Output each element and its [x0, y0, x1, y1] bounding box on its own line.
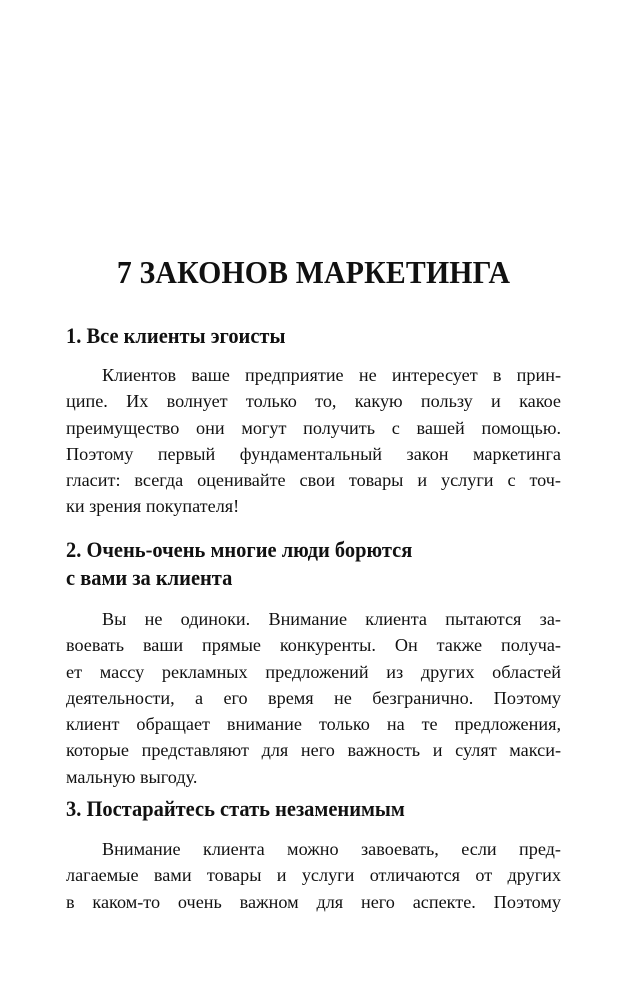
section-3 [66, 795, 561, 915]
body-line: Поэтому первый фундаментальный закон маркетинга [66, 443, 561, 464]
chapter-title: 7 ЗАКОНОВ МАРКЕТИНГА [116, 254, 511, 290]
body-line: Вы не одиноки. Внимание клиента пытаются за- [102, 609, 561, 629]
section-heading-line: с вами за клиента [66, 565, 233, 590]
body-line: лагаемые вами товары и услуги отличаются от других [66, 865, 561, 886]
body-line: клиент обращает внимание только на те предложения, [66, 714, 561, 735]
section-body [66, 362, 561, 520]
section-body [66, 836, 561, 915]
section-heading [66, 795, 526, 823]
section-heading-line: 2. Очень-очень многие люди борются [66, 537, 413, 562]
section-heading-line: 3. Постарайтесь стать незаменимым [66, 796, 405, 821]
body-line: ки зрения покупателя! [66, 496, 240, 517]
body-line: которые представляют для него важность и сулят макси- [66, 740, 561, 761]
body-line: мальную выгоду. [66, 766, 198, 787]
body-line: преимущество они могут получить с вашей помощью. [66, 417, 561, 438]
section-heading [66, 322, 526, 350]
section-heading-line: 1. Все клиенты эгоисты [66, 323, 286, 348]
section-heading [66, 536, 526, 592]
section-1 [66, 322, 561, 520]
body-line: в каком-то очень важном для него аспекте. Поэтому [66, 891, 561, 912]
body-line: Клиентов ваше предприятие не интересует в прин- [102, 365, 561, 385]
body-line: ципе. Их волнует только то, какую пользу и какое [66, 391, 561, 412]
body-line: деятельности, а его время не безгранично. Поэтому [66, 687, 561, 708]
section-body [66, 606, 561, 790]
body-line: воевать ваши прямые конкуренты. Он также получа- [66, 635, 561, 656]
body-line: Внимание клиента можно завоевать, если пред- [102, 839, 561, 859]
section-2 [66, 536, 561, 790]
body-line: гласит: всегда оценивайте свои товары и услуги с точ- [66, 470, 561, 491]
body-line: ет массу рекламных предложений из других областей [66, 661, 561, 682]
